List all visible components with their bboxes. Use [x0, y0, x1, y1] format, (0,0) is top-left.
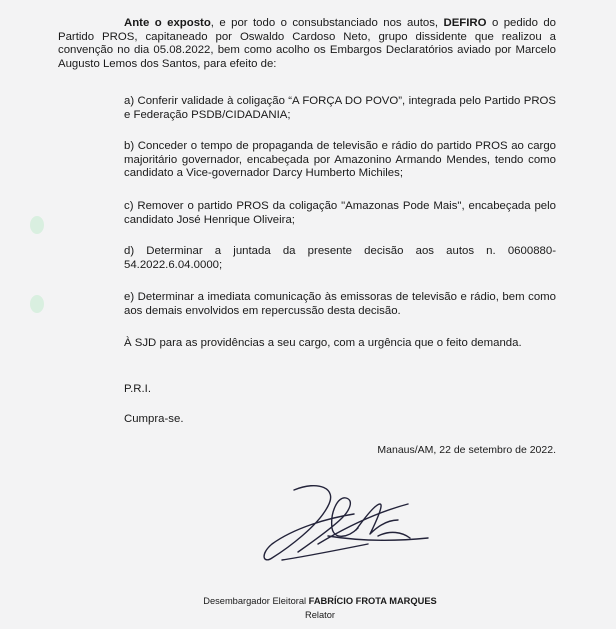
intro-lead-text: , e por todo o consubstanciado nos autos,	[210, 17, 444, 29]
intro-paragraph	[58, 17, 556, 71]
item-b: b) Conceder o tempo de propaganda de televisão e rádio do partido PROS ao cargo majoritário governador, encabeçada por Amazonino Armando Mendes, tendo como candidato a Vice-governador Darcy Humberto Michiles;	[124, 140, 556, 180]
sjd-paragraph: À SJD para as providências a seu cargo, com a urgência que o feito demanda.	[124, 337, 522, 349]
pri-line: P.R.I.	[124, 383, 152, 395]
date-line: Manaus/AM, 22 de setembro de 2022.	[377, 444, 556, 456]
signer-line	[150, 596, 490, 606]
ghost-dot	[30, 295, 44, 313]
signer-title: Desembargador Eleitoral	[203, 596, 309, 606]
item-a: a) Conferir validade à coligação “A FORÇA DO POVO”, integrada pelo Partido PROS e Federação PSDB/CIDADANIA;	[124, 95, 556, 121]
intro-lead: Ante o exposto	[124, 17, 211, 29]
ghost-dot	[30, 216, 44, 234]
intro-verb: DEFIRO	[443, 17, 487, 29]
intro-rest: o pedido do Partido PROS, capitaneado por Oswaldo Cardoso Neto, grupo dissidente que realizou a convenção no dia 05.08.2022, bem como acolho os Embargos Declaratórios aviado por Marcelo Augusto Lemos dos Santos, para efeito de:	[58, 17, 556, 70]
cumpra-line: Cumpra-se.	[124, 413, 184, 425]
item-e: e) Determinar a imediata comunicação às emissoras de televisão e rádio, bem como aos demais envolvidos em repercussão desta decisão.	[124, 291, 556, 317]
signer-name: FABRÍCIO FROTA MARQUES	[308, 596, 437, 606]
item-c: c) Remover o partido PROS da coligação "Amazonas Pode Mais", encabeçada pelo candidato José Henrique Oliveira;	[124, 200, 556, 226]
signer-role: Relator	[305, 610, 335, 620]
item-d: d) Determinar a juntada da presente decisão aos autos n. 0600880-54.2022.6.04.0000;	[124, 245, 556, 271]
handwritten-signature	[258, 478, 438, 573]
